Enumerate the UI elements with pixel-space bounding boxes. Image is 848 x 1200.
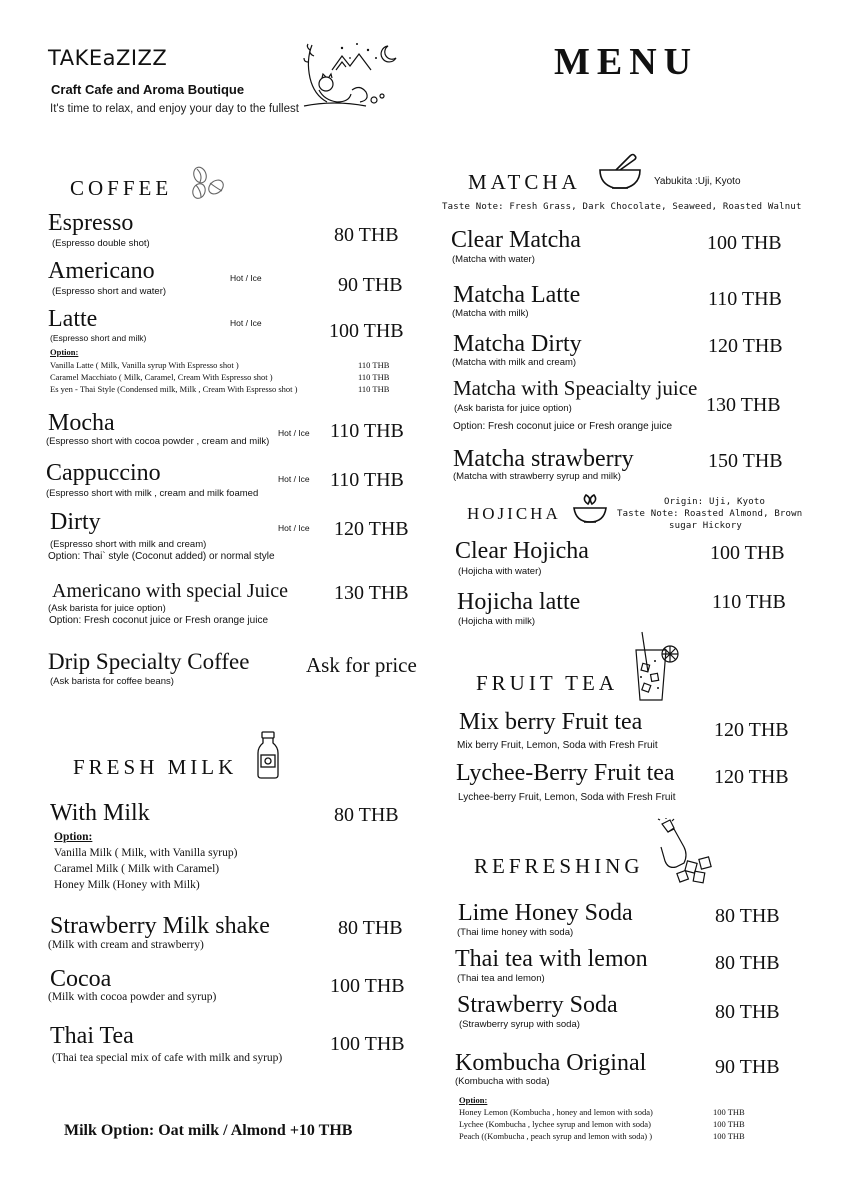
- item-mix-berry-tea-price: 120 THB: [714, 719, 789, 741]
- refreshing-section-title: REFRESHING: [474, 854, 644, 878]
- item-americano-desc: (Espresso short and water): [52, 286, 167, 297]
- latte-option-row: Es yen - Thai Style (Condensed milk, Milk , Cream With Espresso shot ): [50, 384, 298, 394]
- latte-option-row: Caramel Macchiato ( Milk, Caramel, Cream With Espresso shot ): [50, 372, 273, 382]
- item-americano-juice-desc: (Ask barista for juice option): [48, 603, 166, 614]
- item-mocha-tag: Hot / Ice: [278, 428, 310, 438]
- soda-bottle-ice-icon: [656, 818, 718, 886]
- item-cocoa-desc: (Milk with cocoa powder and syrup): [48, 991, 217, 1003]
- item-americano-juice-note: Option: Fresh coconut juice or Fresh orange juice: [49, 615, 268, 626]
- item-lychee-berry-tea-name: Lychee-Berry Fruit tea: [456, 760, 675, 786]
- cat-moon-landscape-illustration: [302, 40, 402, 120]
- fresh-milk-section-title: FRESH MILK: [73, 755, 238, 779]
- item-lychee-berry-tea-desc: Lychee-berry Fruit, Lemon, Soda with Fresh Fruit: [458, 792, 676, 803]
- item-cappuccino-name: Cappuccino: [46, 460, 161, 486]
- milk-alternative-option: Milk Option: Oat milk / Almond +10 THB: [64, 1122, 353, 1139]
- kombucha-option-price: 100 THB: [713, 1107, 745, 1117]
- item-matcha-dirty-price: 120 THB: [708, 335, 783, 357]
- tea-bowl-icon: [572, 494, 608, 526]
- item-espresso-price: 80 THB: [334, 224, 399, 246]
- item-matcha-latte-price: 110 THB: [708, 288, 782, 310]
- item-clear-hojicha-price: 100 THB: [710, 542, 785, 564]
- item-mocha-desc: (Espresso short with cocoa powder , cream and milk): [46, 436, 270, 447]
- item-matcha-strawberry-price: 150 THB: [708, 450, 783, 472]
- latte-option-price: 110 THB: [358, 384, 390, 394]
- kombucha-option-row: Lychee (Kombucha , lychee syrup and lemon with soda): [459, 1119, 651, 1129]
- item-lychee-berry-tea-price: 120 THB: [714, 766, 789, 788]
- item-latte-price: 100 THB: [329, 320, 404, 342]
- item-americano-price: 90 THB: [338, 274, 403, 296]
- item-espresso-name: Espresso: [48, 210, 134, 236]
- item-matcha-dirty-desc: (Matcha with milk and cream): [452, 357, 577, 368]
- item-clear-matcha-name: Clear Matcha: [451, 227, 581, 253]
- item-matcha-juice-desc: (Ask barista for juice option): [454, 403, 572, 414]
- item-strawberry-soda-price: 80 THB: [715, 1001, 780, 1023]
- menu-title: MENU: [554, 41, 699, 83]
- item-cappuccino-price: 110 THB: [330, 469, 404, 491]
- milk-option-label: Option:: [54, 831, 93, 843]
- item-dirty-tag: Hot / Ice: [278, 523, 310, 533]
- fruit-tea-section-title: FRUIT TEA: [476, 671, 618, 695]
- latte-option-price: 110 THB: [358, 372, 390, 382]
- item-thai-tea-lemon-price: 80 THB: [715, 952, 780, 974]
- item-strawberry-soda-name: Strawberry Soda: [457, 992, 618, 1018]
- iced-drink-glass-icon: [628, 630, 680, 702]
- item-hojicha-latte-desc: (Hojicha with milk): [458, 616, 536, 627]
- milk-bottle-icon: [256, 731, 280, 779]
- item-dirty-desc: (Espresso short with milk and cream): [50, 539, 207, 550]
- item-thai-tea-desc: (Thai tea special mix of cafe with milk and syrup): [52, 1052, 283, 1064]
- item-kombucha-price: 90 THB: [715, 1056, 780, 1078]
- hojicha-taste-note-cont: sugar Hickory: [669, 521, 743, 531]
- item-lime-honey-soda-desc: (Thai lime honey with soda): [457, 927, 574, 938]
- item-thai-tea-name: Thai Tea: [50, 1023, 134, 1049]
- item-dirty-note: Option: Thai` style (Coconut added) or normal style: [48, 551, 275, 562]
- latte-option-price: 110 THB: [358, 360, 390, 370]
- item-dirty-price: 120 THB: [334, 518, 409, 540]
- matcha-taste-note: Taste Note: Fresh Grass, Dark Chocolate, Seaweed, Roasted Walnut: [442, 202, 802, 212]
- milk-option-row: Honey Milk (Honey with Milk): [54, 879, 200, 891]
- item-drip-coffee-price: Ask for price: [306, 653, 417, 677]
- item-thai-tea-lemon-desc: (Thai tea and lemon): [457, 973, 545, 984]
- mortar-pestle-icon: [598, 152, 642, 192]
- kombucha-option-price: 100 THB: [713, 1131, 745, 1141]
- kombucha-option-row: Peach ((Kombucha , peach syrup and lemon with soda) ): [459, 1131, 653, 1141]
- item-matcha-dirty-name: Matcha Dirty: [453, 331, 582, 357]
- brand-tagline: Craft Cafe and Aroma Boutique: [51, 82, 245, 97]
- item-americano-name: Americano: [48, 258, 155, 284]
- item-clear-matcha-price: 100 THB: [707, 232, 782, 254]
- item-latte-name: Latte: [48, 306, 98, 332]
- item-hojicha-latte-name: Hojicha latte: [457, 589, 581, 615]
- item-thai-tea-lemon-name: Thai tea with lemon: [455, 946, 648, 972]
- item-matcha-juice-note: Option: Fresh coconut juice or Fresh orange juice: [453, 421, 672, 432]
- item-matcha-juice-price: 130 THB: [706, 394, 781, 416]
- item-cocoa-name: Cocoa: [50, 966, 112, 992]
- item-mix-berry-tea-desc: Mix berry Fruit, Lemon, Soda with Fresh Fruit: [457, 740, 658, 751]
- item-cocoa-price: 100 THB: [330, 975, 405, 997]
- item-dirty-name: Dirty: [50, 509, 101, 535]
- item-drip-coffee-name: Drip Specialty Coffee: [48, 649, 250, 674]
- item-matcha-strawberry-desc: (Matcha with strawberry syrup and milk): [453, 471, 621, 482]
- kombucha-option-price: 100 THB: [713, 1119, 745, 1129]
- item-clear-hojicha-desc: (Hojicha with water): [458, 566, 542, 577]
- item-latte-desc: (Espresso short and milk): [50, 333, 147, 343]
- matcha-origin: Yabukita :Uji, Kyoto: [654, 176, 741, 187]
- item-kombucha-desc: (Kombucha with soda): [455, 1076, 550, 1087]
- item-strawberry-milkshake-name: Strawberry Milk shake: [50, 913, 270, 939]
- item-kombucha-name: Kombucha Original: [455, 1050, 647, 1076]
- item-with-milk-price: 80 THB: [334, 804, 399, 826]
- item-strawberry-milkshake-price: 80 THB: [338, 917, 403, 939]
- milk-option-row: Caramel Milk ( Milk with Caramel): [54, 863, 220, 875]
- item-lime-honey-soda-price: 80 THB: [715, 905, 780, 927]
- hojicha-taste-note: Taste Note: Roasted Almond, Brown: [617, 509, 803, 519]
- item-clear-hojicha-name: Clear Hojicha: [455, 538, 589, 564]
- item-mocha-price: 110 THB: [330, 420, 404, 442]
- item-cappuccino-desc: (Espresso short with milk , cream and milk foamed: [46, 488, 259, 499]
- item-mocha-name: Mocha: [48, 410, 115, 436]
- item-thai-tea-price: 100 THB: [330, 1033, 405, 1055]
- item-matcha-latte-name: Matcha Latte: [453, 282, 581, 308]
- milk-option-row: Vanilla Milk ( Milk, with Vanilla syrup): [54, 847, 238, 859]
- item-strawberry-soda-desc: (Strawberry syrup with soda): [459, 1019, 580, 1030]
- item-matcha-juice-name: Matcha with Speacialty juice: [453, 376, 698, 400]
- kombucha-option-row: Honey Lemon (Kombucha , honey and lemon with soda): [459, 1107, 653, 1117]
- item-americano-juice-name: Americano with special Juice: [52, 580, 289, 602]
- latte-option-label: Option:: [50, 347, 79, 357]
- kombucha-option-label: Option:: [459, 1095, 488, 1105]
- item-lime-honey-soda-name: Lime Honey Soda: [458, 900, 633, 926]
- item-americano-tag: Hot / Ice: [230, 273, 262, 283]
- hojicha-section-title: HOJICHA: [467, 504, 561, 523]
- item-drip-coffee-desc: (Ask barista for coffee beans): [50, 676, 174, 687]
- item-matcha-strawberry-name: Matcha strawberry: [453, 446, 634, 472]
- brand-slogan: It's time to relax, and enjoy your day to the fullest: [50, 103, 299, 115]
- item-latte-tag: Hot / Ice: [230, 318, 262, 328]
- item-matcha-latte-desc: (Matcha with milk): [452, 308, 529, 319]
- item-hojicha-latte-price: 110 THB: [712, 591, 786, 613]
- item-mix-berry-tea-name: Mix berry Fruit tea: [459, 709, 643, 735]
- item-with-milk-name: With Milk: [50, 800, 150, 826]
- item-espresso-desc: (Espresso double shot): [52, 238, 150, 249]
- brand-name: TAKEaZIZZ: [48, 46, 168, 70]
- latte-option-row: Vanilla Latte ( Milk, Vanilla syrup With Espresso shot ): [50, 360, 239, 370]
- item-cappuccino-tag: Hot / Ice: [278, 474, 310, 484]
- coffee-beans-icon: [190, 166, 226, 200]
- item-americano-juice-price: 130 THB: [334, 582, 409, 604]
- item-clear-matcha-desc: (Matcha with water): [452, 254, 535, 265]
- matcha-section-title: MATCHA: [468, 170, 581, 194]
- item-strawberry-milkshake-desc: (Milk with cream and strawberry): [48, 939, 204, 951]
- coffee-section-title: COFFEE: [70, 176, 173, 200]
- hojicha-origin: Origin: Uji, Kyoto: [664, 497, 766, 507]
